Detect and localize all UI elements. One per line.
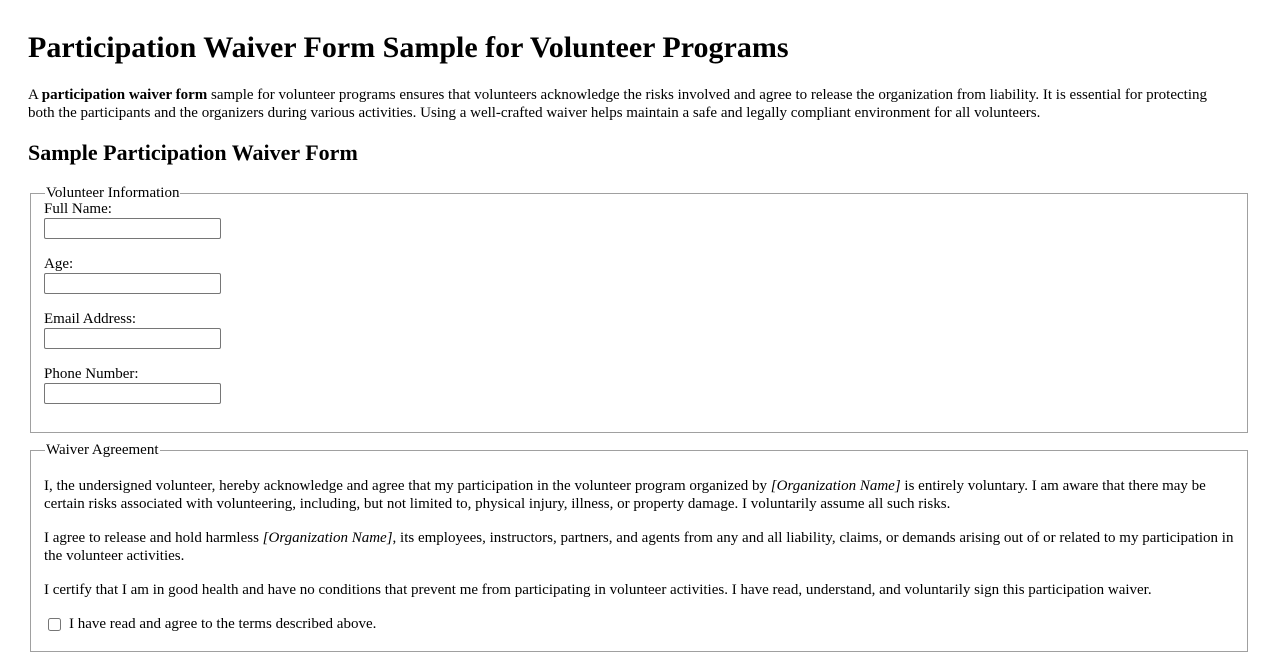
phone-input[interactable]: [44, 383, 221, 404]
age-field-group: [44, 255, 1235, 294]
waiver-p2-text-b: , its employees, instructors, partners, and agents from any and all liability, claims, or demands arising out of or related to my participation in the volunteer activities.: [44, 530, 1234, 564]
age-label: Age:: [44, 256, 74, 272]
organization-name-placeholder: [Organization Name]: [262, 530, 393, 546]
email-field-group: [44, 310, 1235, 349]
waiver-p1-text-a: I, the undersigned volunteer, hereby acknowledge and agree that my participation in the volunteer program organized by: [44, 478, 771, 494]
email-label: Email Address:: [44, 311, 137, 327]
section-title: Sample Participation Waiver Form: [28, 140, 358, 165]
intro-lead: A: [28, 87, 42, 103]
full-name-input[interactable]: [44, 218, 221, 239]
intro-bold-term: participation waiver form: [41, 87, 208, 103]
page-title: Participation Waiver Form Sample for Volunteer Programs: [28, 31, 789, 64]
volunteer-info-fieldset: [30, 184, 1248, 433]
waiver-paragraph-2: [44, 529, 1235, 565]
age-input[interactable]: [44, 273, 221, 294]
agree-label[interactable]: I have read and agree to the terms described above.: [69, 616, 377, 632]
waiver-paragraph-1: [44, 477, 1235, 513]
intro-paragraph: [28, 86, 1228, 122]
phone-field-group: [44, 365, 1235, 404]
volunteer-info-legend: Volunteer Information: [46, 185, 180, 201]
phone-label: Phone Number:: [44, 366, 139, 382]
waiver-form: [28, 184, 1258, 652]
organization-name-placeholder: [Organization Name]: [770, 478, 901, 494]
agree-row: [48, 615, 1235, 633]
intro-rest: sample for volunteer programs ensures that volunteers acknowledge the risks involved and agree to release the organization from liability. It is essential for protecting both the participants and the organizers during various activities. Using a well-crafted waiver helps maintain a safe and legally compliant environment for all volunteers.: [28, 87, 1207, 121]
waiver-agreement-fieldset: [30, 441, 1248, 652]
waiver-agreement-legend: Waiver Agreement: [46, 442, 159, 458]
full-name-field-group: [44, 200, 1235, 239]
waiver-p2-text-a: I agree to release and hold harmless: [44, 530, 263, 546]
full-name-label: Full Name:: [44, 201, 112, 217]
agree-checkbox[interactable]: [48, 618, 61, 631]
email-input[interactable]: [44, 328, 221, 349]
waiver-p1-text-b: is entirely voluntary. I am aware that there may be certain risks associated with volunteering, including, but not limited to, physical injury, illness, or property damage. I voluntarily assume all such risks.: [44, 478, 1206, 512]
waiver-paragraph-3: I certify that I am in good health and have no conditions that prevent me from participating in volunteer activities. I have read, understand, and voluntarily sign this participation waiver.: [44, 582, 1152, 598]
